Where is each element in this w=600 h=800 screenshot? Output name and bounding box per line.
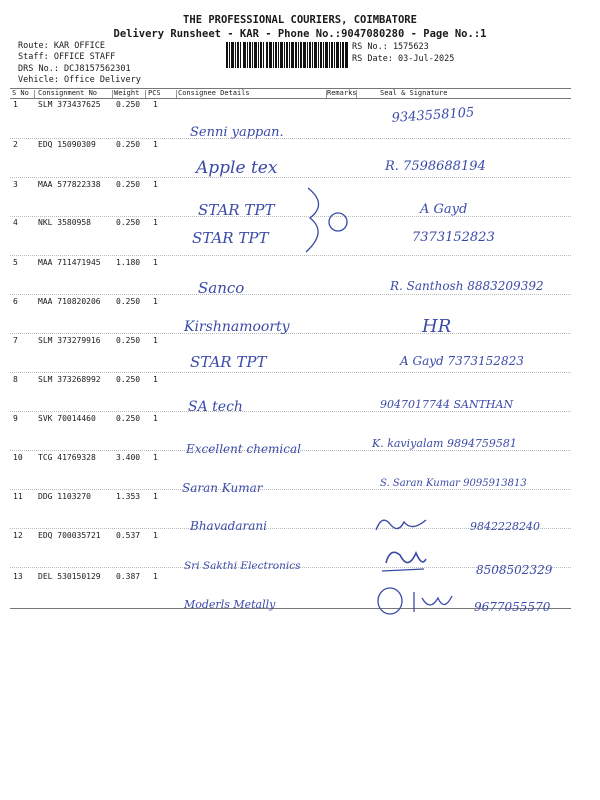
- svg-text:R. Santhosh 8883209392: R. Santhosh 8883209392: [390, 279, 544, 293]
- row-pcs: 1: [153, 140, 158, 149]
- row-pcs: 1: [153, 180, 158, 189]
- svg-text:HR: HR: [422, 316, 452, 337]
- svg-text:Bhavadarani: Bhavadarani: [190, 519, 267, 533]
- signature-handwriting: [474, 596, 574, 618]
- svg-text:8508502329: 8508502329: [476, 563, 553, 577]
- barcode: [226, 42, 348, 68]
- consignee-handwriting: [190, 350, 310, 372]
- row-consignment-no: EDQ 15090309: [38, 140, 96, 149]
- svg-text:K. kaviyalam 9894759581: K. kaviyalam 9894759581: [372, 437, 517, 450]
- signature-handwriting: [412, 224, 532, 248]
- row-weight: 0.250: [116, 375, 141, 384]
- svg-text:Sri Sakthi Electronics: Sri Sakthi Electronics: [184, 560, 301, 572]
- consignee-handwriting: [192, 226, 312, 248]
- row-sno: 12: [13, 531, 23, 540]
- svg-text:Excellent chemical: Excellent chemical: [186, 442, 301, 456]
- signature-handwriting: [380, 468, 570, 494]
- consignee-handwriting: [188, 394, 288, 416]
- row-sno: 1: [13, 100, 18, 109]
- row-pcs: 1: [153, 453, 158, 462]
- svg-text:A Gayd: A Gayd: [420, 202, 468, 217]
- row-weight: 0.250: [116, 180, 141, 189]
- consignee-handwriting: [196, 155, 336, 179]
- rs-date: RS Date: 03-Jul-2025: [352, 54, 455, 64]
- signature-handwriting: [385, 150, 560, 180]
- row-weight: 0.250: [116, 414, 141, 423]
- row-pcs: 1: [153, 375, 158, 384]
- svg-text:9343558105: 9343558105: [391, 105, 475, 126]
- svg-text:Saran Kumar: Saran Kumar: [182, 481, 263, 495]
- svg-text:R. 7598688194: R. 7598688194: [385, 159, 486, 174]
- row-separator: [10, 255, 571, 256]
- svg-text:9047017744 SANTHAN: 9047017744 SANTHAN: [380, 398, 514, 411]
- signature-handwriting: [372, 430, 572, 454]
- row-consignment-no: SLM 373437625: [38, 100, 101, 109]
- row-consignment-no: TCG 41769328: [38, 453, 96, 462]
- rs-number: RS No.: 1575623: [352, 42, 429, 52]
- row-pcs: 1: [153, 336, 158, 345]
- svg-text:Moderls Metally: Moderls Metally: [184, 598, 276, 611]
- signature-handwriting: [380, 380, 570, 414]
- svg-text:STAR TPT: STAR TPT: [190, 353, 267, 371]
- row-sno: 13: [13, 572, 23, 581]
- row-consignment-no: MAA 711471945: [38, 258, 101, 267]
- drs-number: DRS No.: DCJ8157562301: [18, 64, 131, 74]
- consignee-handwriting: [184, 554, 349, 576]
- signature-handwriting: [390, 260, 570, 300]
- company-title: THE PROFESSIONAL COURIERS, COIMBATORE: [183, 14, 417, 26]
- consignee-handwriting: [184, 314, 324, 336]
- consignee-handwriting: [190, 120, 330, 142]
- row-sno: 7: [13, 336, 18, 345]
- row-pcs: 1: [153, 531, 158, 540]
- row-weight: 0.537: [116, 531, 141, 540]
- col-header-pcs: PCS: [148, 89, 161, 97]
- row-consignment-no: SLM 373279916: [38, 336, 101, 345]
- svg-text:STAR TPT: STAR TPT: [198, 201, 275, 219]
- row-consignment-no: MAA 577822338: [38, 180, 101, 189]
- signature-handwriting: [422, 310, 482, 340]
- header-divider: [112, 90, 113, 98]
- signature-scribble: [372, 512, 432, 536]
- row-consignment-no: SVK 70014460: [38, 414, 96, 423]
- staff-label: Staff: OFFICE STAFF: [18, 52, 116, 62]
- consignee-handwriting: [190, 514, 320, 536]
- svg-text:7373152823: 7373152823: [412, 230, 495, 245]
- row-consignment-no: DDG 1103270: [38, 492, 91, 501]
- svg-text:STAR TPT: STAR TPT: [192, 229, 269, 247]
- table-header-rule: [10, 98, 571, 99]
- consignee-handwriting: [182, 476, 312, 498]
- svg-text:S. Saran Kumar 9095913813: S. Saran Kumar 9095913813: [380, 478, 527, 489]
- row-weight: 0.250: [116, 140, 141, 149]
- row-pcs: 1: [153, 297, 158, 306]
- row-consignment-no: EDQ 700035721: [38, 531, 101, 540]
- signature-handwriting: [420, 196, 520, 220]
- col-header-remarks: Remarks: [327, 89, 357, 97]
- svg-text:SA tech: SA tech: [188, 399, 243, 415]
- row-sno: 9: [13, 414, 18, 423]
- row-separator: [10, 372, 571, 373]
- signature-handwriting: [392, 100, 562, 132]
- col-header-consignment: Consignment No: [38, 89, 98, 97]
- row-consignment-no: NKL 3580958: [38, 218, 91, 227]
- row-pcs: 1: [153, 258, 158, 267]
- header-divider: [145, 90, 146, 98]
- row-sno: 5: [13, 258, 18, 267]
- row-sno: 6: [13, 297, 18, 306]
- signature-scribble: [374, 584, 469, 618]
- row-weight: 3.400: [116, 453, 141, 462]
- svg-text:9842228240: 9842228240: [470, 520, 540, 533]
- row-weight: 0.250: [116, 297, 141, 306]
- row-sno: 4: [13, 218, 18, 227]
- header-divider: [176, 90, 177, 98]
- bracket-scribble: [300, 186, 360, 256]
- signature-scribble: [380, 545, 430, 579]
- row-pcs: 1: [153, 218, 158, 227]
- row-pcs: 1: [153, 414, 158, 423]
- row-sno: 11: [13, 492, 23, 501]
- consignee-handwriting: [184, 592, 334, 614]
- row-pcs: 1: [153, 100, 158, 109]
- row-consignment-no: DEL 530150129: [38, 572, 101, 581]
- row-sno: 10: [13, 453, 23, 462]
- signature-handwriting: [476, 558, 576, 582]
- svg-text:9677055570: 9677055570: [474, 600, 551, 614]
- vehicle-label: Vehicle: Office Delivery: [18, 75, 141, 85]
- svg-text:Apple tex: Apple tex: [196, 158, 278, 178]
- row-weight: 0.387: [116, 572, 141, 581]
- col-header-sno: S No: [12, 89, 29, 97]
- header-divider: [34, 90, 35, 98]
- route-label: Route: KAR OFFICE: [18, 41, 105, 51]
- signature-handwriting: [400, 348, 575, 372]
- row-pcs: 1: [153, 572, 158, 581]
- col-header-consignee: Consignee Details: [178, 89, 250, 97]
- row-weight: 0.250: [116, 336, 141, 345]
- row-weight: 1.180: [116, 258, 141, 267]
- col-header-weight: Weight: [114, 89, 140, 97]
- svg-text:Senni yappan.: Senni yappan.: [190, 125, 284, 140]
- consignee-handwriting: [198, 276, 298, 298]
- row-sno: 3: [13, 180, 18, 189]
- row-sno: 2: [13, 140, 18, 149]
- row-sno: 8: [13, 375, 18, 384]
- consignee-handwriting: [186, 436, 336, 458]
- row-weight: 0.250: [116, 218, 141, 227]
- row-consignment-no: MAA 710820206: [38, 297, 101, 306]
- signature-handwriting: [470, 514, 570, 538]
- runsheet-subtitle: Delivery Runsheet - KAR - Phone No.:9047080280 - Page No.:1: [113, 28, 487, 40]
- col-header-signature: Seal & Signature: [380, 89, 448, 97]
- row-weight: 1.353: [116, 492, 141, 501]
- svg-text:Sanco: Sanco: [198, 279, 245, 297]
- svg-text:A Gayd 7373152823: A Gayd 7373152823: [400, 354, 524, 368]
- svg-text:Kirshnamoorty: Kirshnamoorty: [184, 319, 290, 335]
- row-weight: 0.250: [116, 100, 141, 109]
- row-pcs: 1: [153, 492, 158, 501]
- row-consignment-no: SLM 373268992: [38, 375, 101, 384]
